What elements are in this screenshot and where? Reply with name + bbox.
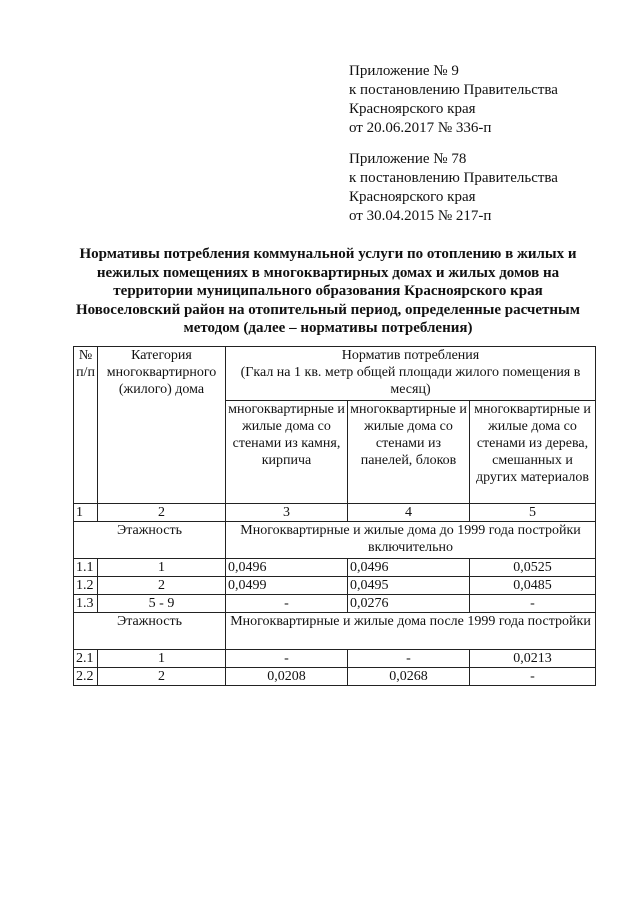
row-value: -: [348, 650, 470, 668]
table-header-row: [74, 347, 596, 401]
column-number: 5: [470, 504, 596, 522]
header-category: Категория многоквартирного (жилого) дома: [98, 347, 226, 504]
header-norm: [226, 347, 596, 401]
table-row: [74, 577, 596, 595]
row-value: -: [470, 595, 596, 613]
row-value: 0,0485: [470, 577, 596, 595]
row-value: 0,0268: [348, 668, 470, 686]
row-value: -: [470, 668, 596, 686]
column-number: 3: [226, 504, 348, 522]
row-value: 0,0276: [348, 595, 470, 613]
column-number: 1: [74, 504, 98, 522]
row-floors: 1: [98, 650, 226, 668]
row-number: 2.2: [74, 668, 98, 686]
header-number: № п/п: [74, 347, 98, 504]
title-line: Новоселовский район на отопительный период, определенные расчетным: [76, 301, 580, 318]
document-title: [62, 245, 594, 338]
header-panels-blocks: многоквартирные и жилые дома со стенами из панелей, блоков: [348, 401, 470, 504]
title-line: Нормативы потребления коммунальной услуги по отоплению в жилых и: [79, 246, 577, 262]
appendix-line: к постановлению Правительства: [349, 170, 558, 186]
header-norm-title: Норматив потребления: [341, 348, 480, 363]
header-stone-brick: многоквартирные и жилые дома со стенами из камня, кирпича: [226, 401, 348, 504]
column-number: 4: [348, 504, 470, 522]
appendix-line: от 20.06.2017 № 336-п: [349, 120, 492, 136]
table-row: [74, 668, 596, 686]
section-label: Этажность: [74, 613, 226, 650]
section-title: Многоквартирные и жилые дома после 1999 года постройки: [226, 613, 596, 650]
row-value: 0,0495: [348, 577, 470, 595]
appendix-line: Приложение № 9: [349, 63, 459, 79]
row-floors: 5 - 9: [98, 595, 226, 613]
table-row: [74, 559, 596, 577]
column-number: 2: [98, 504, 226, 522]
appendix-line: Красноярского края: [349, 101, 476, 117]
row-value: -: [226, 595, 348, 613]
row-value: -: [226, 650, 348, 668]
row-value: 0,0496: [348, 559, 470, 577]
table-row: [74, 595, 596, 613]
row-number: 1.2: [74, 577, 98, 595]
title-line: территории муниципального образования Красноярского края: [113, 283, 543, 299]
header-norm-unit: (Гкал на 1 кв. метр общей площади жилого помещения в месяц): [240, 365, 581, 397]
row-value: 0,0496: [226, 559, 348, 577]
appendix-78-block: [349, 150, 619, 226]
appendix-line: к постановлению Правительства: [349, 82, 558, 98]
table-row: [74, 650, 596, 668]
appendix-line: Приложение № 78: [349, 151, 467, 167]
title-line: нежилых помещениях в многоквартирных домах и жилых домов на: [96, 264, 560, 281]
row-value: 0,0499: [226, 577, 348, 595]
row-floors: 2: [98, 577, 226, 595]
row-number: 1.3: [74, 595, 98, 613]
consumption-norms-table: [73, 346, 596, 686]
section-label: Этажность: [74, 522, 226, 559]
row-value: 0,0213: [470, 650, 596, 668]
row-number: 1.1: [74, 559, 98, 577]
section-header-row: [74, 613, 596, 650]
title-line: методом (далее – нормативы потребления): [183, 320, 473, 336]
column-numbers-row: [74, 504, 596, 522]
row-floors: 1: [98, 559, 226, 577]
appendix-line: Красноярского края: [349, 189, 476, 205]
appendix-line: от 30.04.2015 № 217-п: [349, 208, 492, 224]
header-wood-mixed: многоквартирные и жилые дома со стенами из дерева, смешанных и других материалов: [470, 401, 596, 504]
row-floors: 2: [98, 668, 226, 686]
appendix-9-block: [349, 62, 619, 138]
row-value: 0,0525: [470, 559, 596, 577]
row-number: 2.1: [74, 650, 98, 668]
row-value: 0,0208: [226, 668, 348, 686]
section-header-row: [74, 522, 596, 559]
section-title: Многоквартирные и жилые дома до 1999 года постройки включительно: [226, 522, 596, 559]
